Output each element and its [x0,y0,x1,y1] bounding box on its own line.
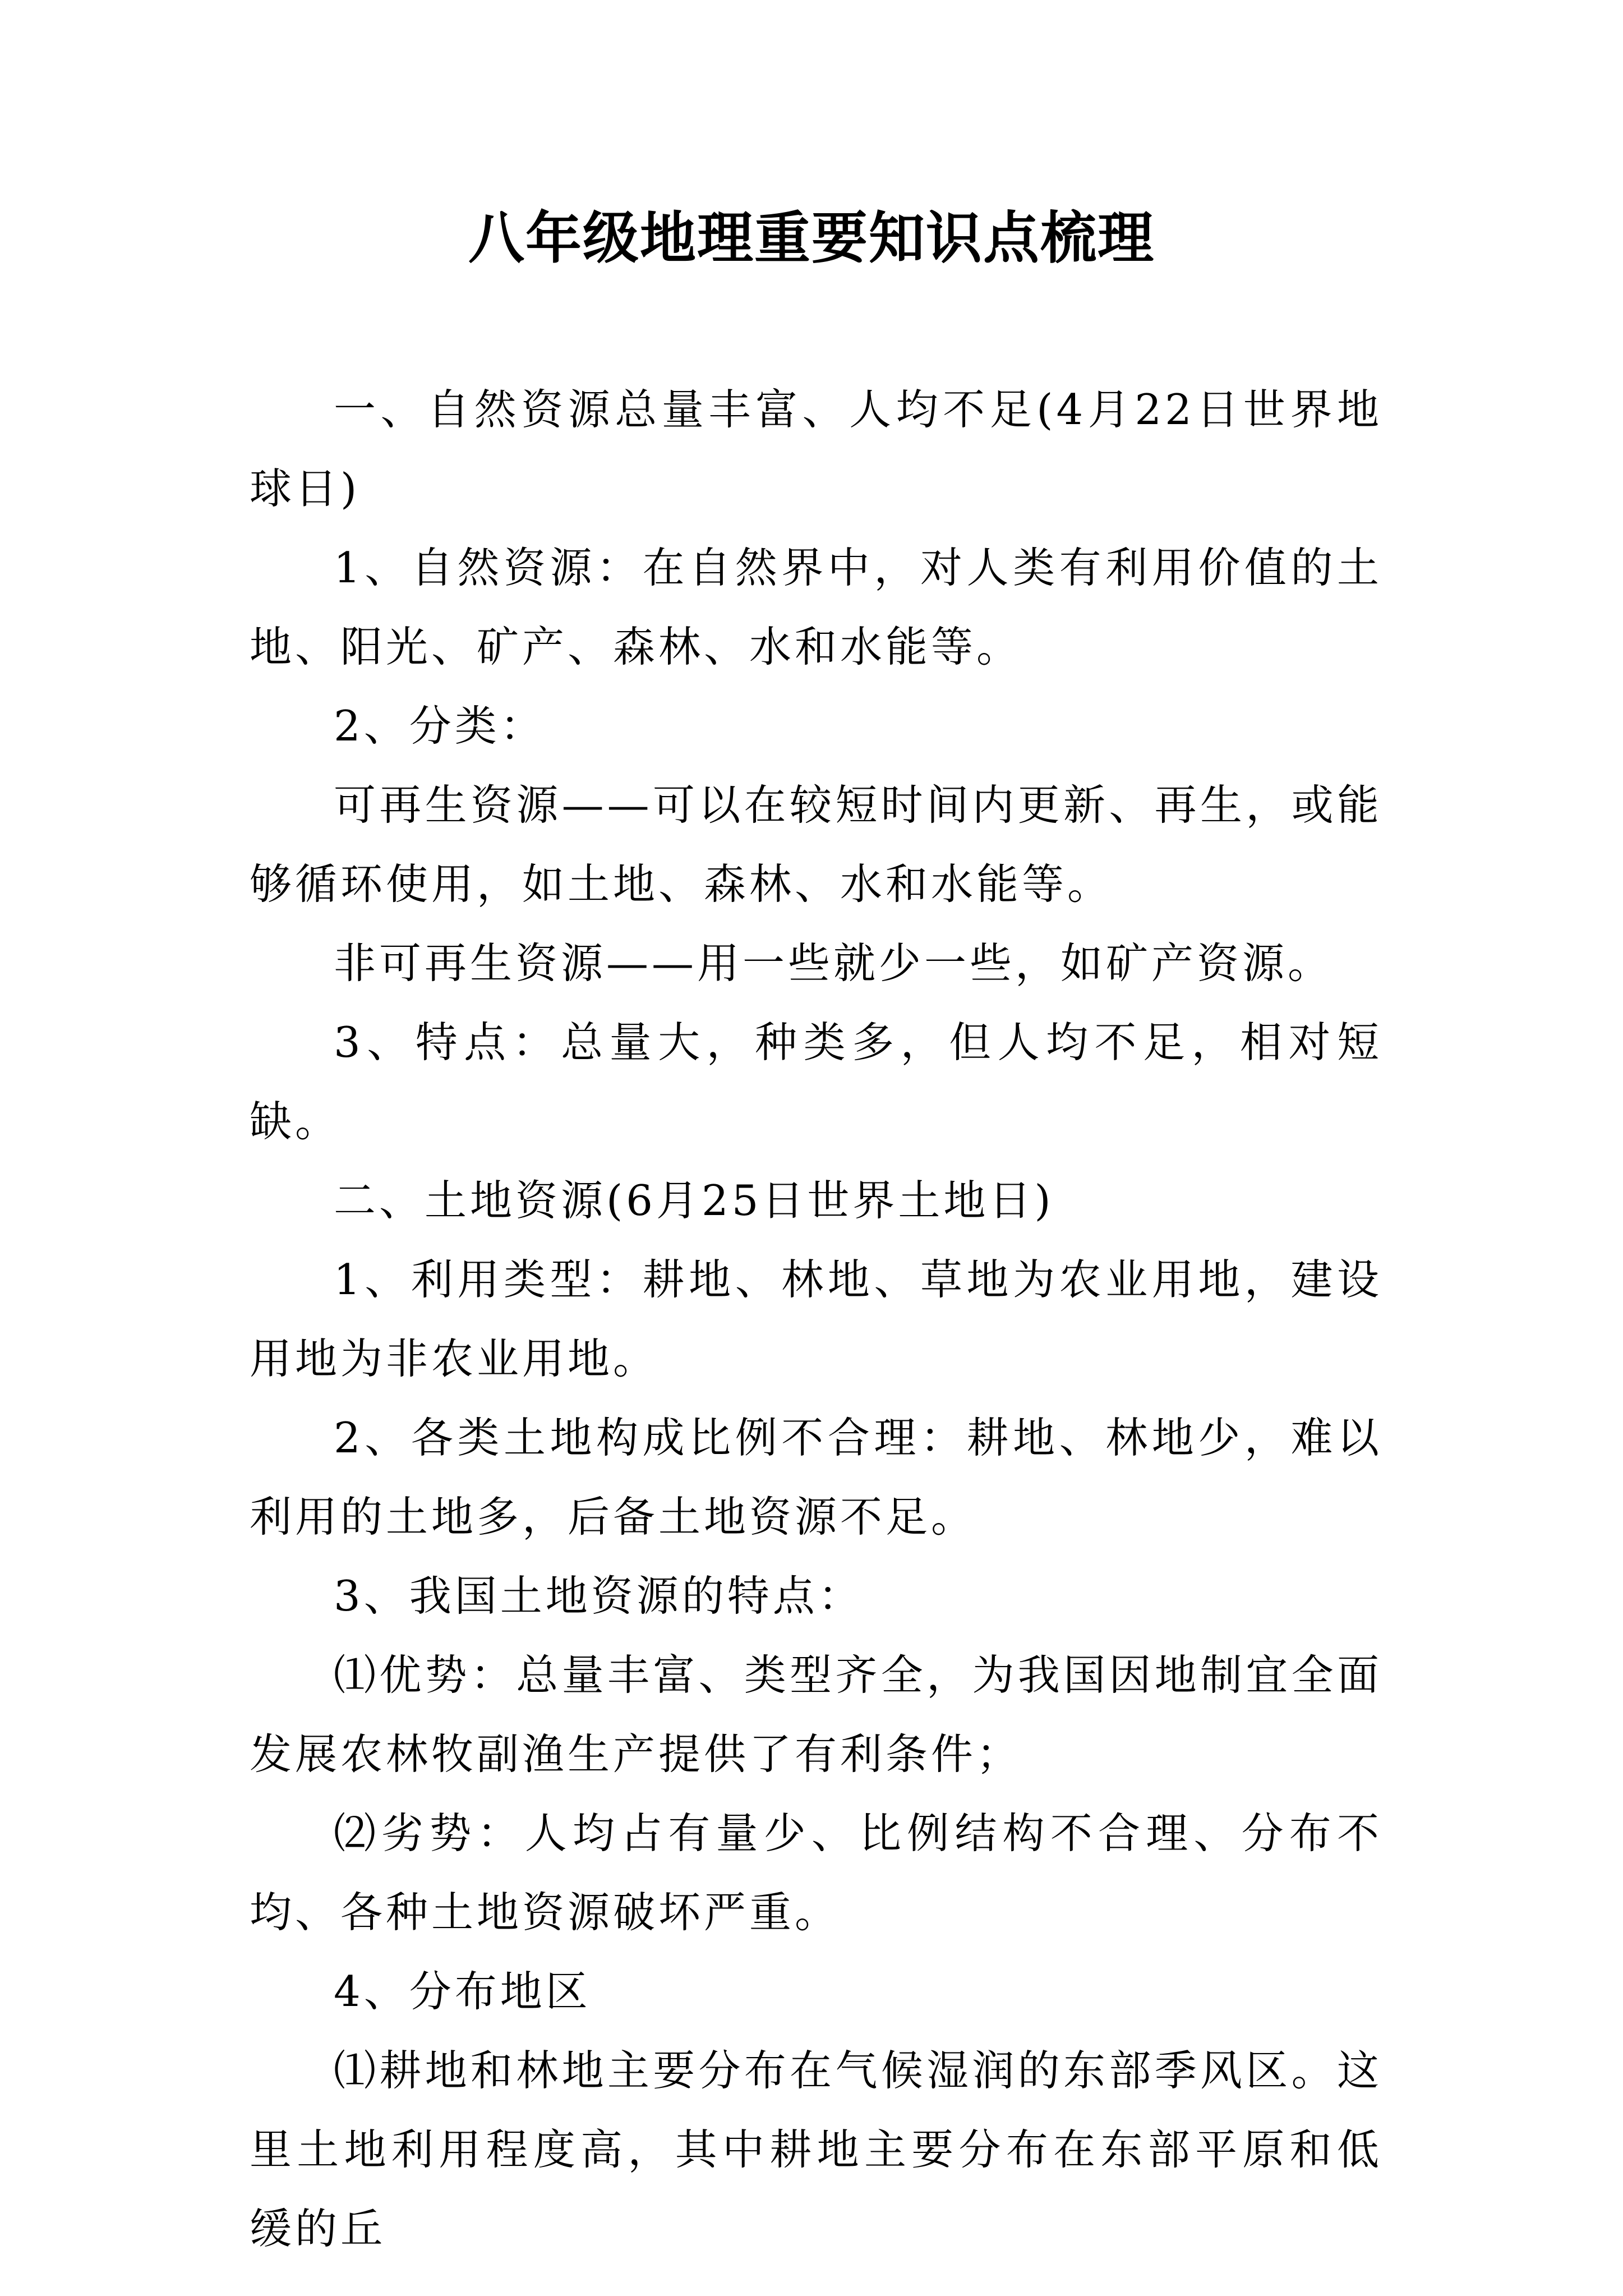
paragraph-nonrenewable-resources: 非可再生资源——用一些就少一些，如矿产资源。 [334,938,1334,988]
section-heading-natural-resources: 一、自然资源总量丰富、人均不足(4月22日世界地球日) [250,385,1382,513]
paragraph-classification-heading: 2、分类： [334,701,546,751]
document-body [250,370,1382,2269]
paragraph-farmland-forest-distribution: ⑴耕地和林地主要分布在气候湿润的东部季风区。这里土地利用程度高，其中耕地主要分布在东部平原和低缓的丘 [250,2046,1382,2253]
paragraph-land-disadvantages: ⑵劣势：人均占有量少、比例结构不合理、分布不均、各种土地资源破坏严重。 [250,1809,1382,1937]
paragraph-land-features-heading: 3、我国土地资源的特点： [334,1571,864,1621]
paragraph-natural-resources-definition: 1、自然资源：在自然界中，对人类有利用价值的土地、阳光、矿产、森林、水和水能等。 [250,543,1382,671]
section-heading-land-resources: 二、土地资源(6月25日世界土地日) [334,1176,1054,1225]
paragraph-land-composition: 2、各类土地构成比例不合理：耕地、林地少，难以利用的土地多，后备土地资源不足。 [250,1413,1382,1542]
paragraph-resource-characteristics: 3、特点：总量大，种类多，但人均不足，相对短缺。 [250,1018,1382,1146]
paragraph-renewable-resources: 可再生资源——可以在较短时间内更新、再生，或能够循环使用，如土地、森林、水和水能等。 [250,780,1382,909]
document-title: 八年级地理重要知识点梳理 [468,205,1155,271]
paragraph-distribution-heading: 4、分布地区 [334,1967,591,2016]
paragraph-land-advantages: ⑴优势：总量丰富、类型齐全，为我国因地制宜全面发展农林牧副渔生产提供了有利条件； [250,1650,1382,1779]
paragraph-land-use-types: 1、利用类型：耕地、林地、草地为农业用地，建设用地为非农业用地。 [250,1255,1382,1383]
